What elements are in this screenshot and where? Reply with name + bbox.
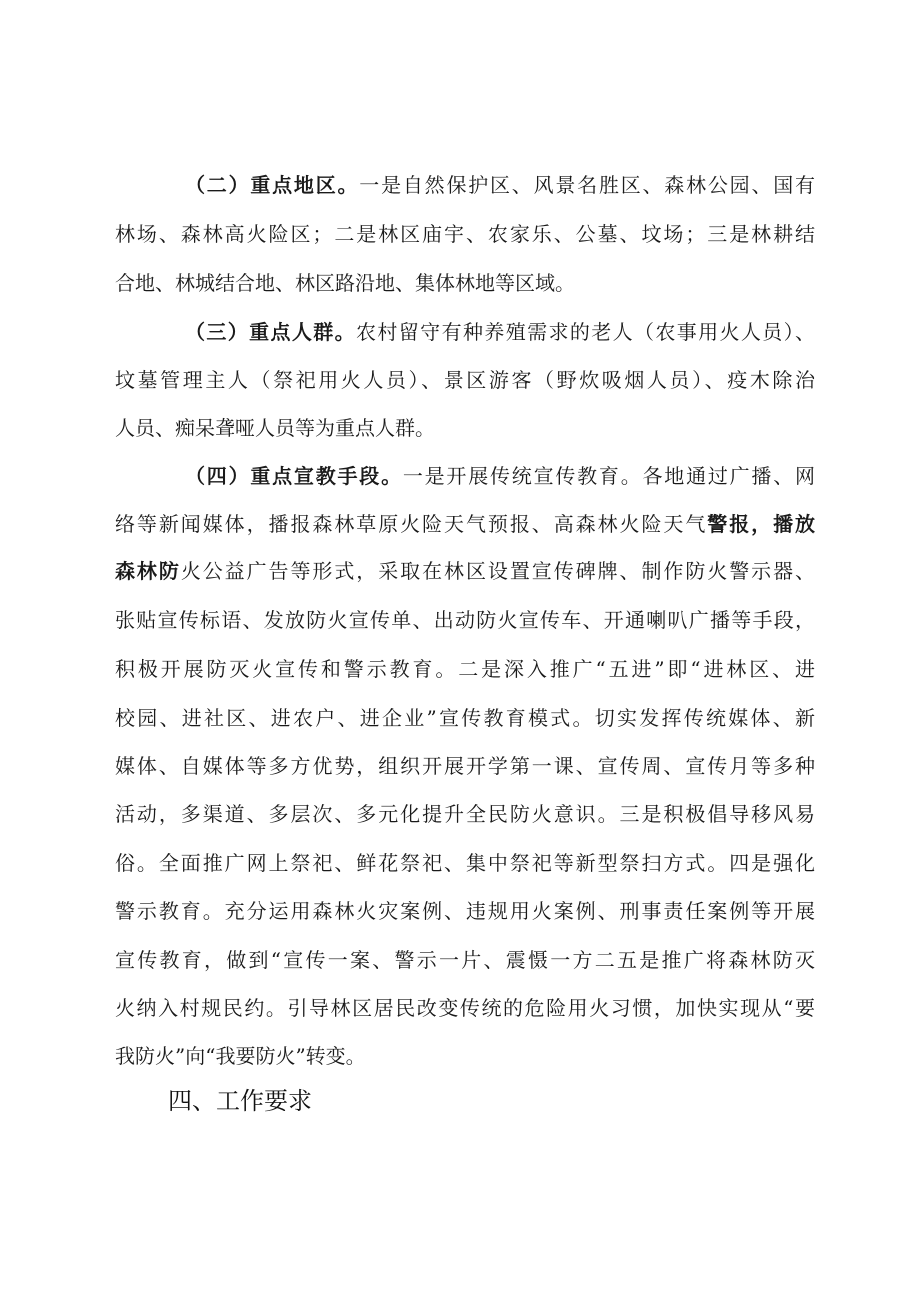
paragraph-4-line-6: 校园、进社区、进农户、进企业”宣传教育模式。切实发挥传统媒体、新	[115, 706, 815, 730]
paragraph-4-line-9: 俗。全面推广网上祭祀、鲜花祭祀、集中祭祀等新型祭扫方式。四是强化	[115, 851, 815, 875]
paragraph-4-text-1: 一是开展传统宣传教育。各地通过广播、网	[402, 464, 816, 488]
paragraph-4-text-2: 络等新闻媒体，播报森林草原火险天气预报、高森林火险天气	[115, 512, 708, 536]
paragraph-4-line-10: 警示教育。充分运用森林火灾案例、违规用火案例、刑事责任案例等开展	[115, 899, 815, 923]
paragraph-4-text-3: 火公益广告等形式，采取在林区设置宣传碑牌、制作防火警示器、	[180, 559, 816, 583]
paragraph-2-line-3: 合地、林城结合地、林区路沿地、集体林地等区域。	[115, 271, 575, 295]
paragraph-4-lead: （四）重点宣教手段。	[185, 464, 403, 488]
paragraph-2-line-2: 林场、森林高火险区；二是林区庙宇、农家乐、公墓、坟场；三是林耕结	[115, 222, 815, 246]
paragraph-3-line-1	[185, 317, 815, 347]
paragraph-4-line-3	[115, 556, 815, 586]
paragraph-2-line-1	[185, 170, 815, 200]
paragraph-4-line-2	[115, 509, 815, 539]
paragraph-4-line-1	[185, 461, 815, 491]
paragraph-2-text-1: 一是自然保护区、风景名胜区、森林公园、国有	[359, 173, 816, 197]
paragraph-2-lead: （二）重点地区。	[185, 173, 360, 197]
paragraph-4-line-7: 媒体、自媒体等多方优势，组织开展开学第一课、宣传周、宣传月等多种	[115, 754, 815, 778]
paragraph-4-line-12: 火纳入村规民约。引导林区居民改变传统的危险用火习惯，加快实现从“要	[115, 996, 815, 1020]
bold-fragment-1: 警报，播放	[707, 512, 816, 536]
section-heading: 四、工作要求	[168, 1087, 312, 1115]
paragraph-3-lead: （三）重点人群。	[185, 320, 357, 344]
paragraph-3-line-3: 人员、痴呆聋哑人员等为重点人群。	[115, 416, 435, 440]
bold-fragment-2: 森林防	[115, 559, 181, 583]
paragraph-3-line-2: 坟墓管理主人（祭祀用火人员）、景区游客（野炊吸烟人员）、疫木除治	[115, 368, 815, 392]
paragraph-4-line-11: 宣传教育，做到“宣传一案、警示一片、震慑一方二五是推广将森林防灭	[115, 948, 815, 972]
paragraph-4-line-4: 张贴宣传标语、发放防火宣传单、出动防火宣传车、开通喇叭广播等手段，	[115, 608, 815, 632]
paragraph-4-line-5: 积极开展防灭火宣传和警示教育。二是深入推广“五进”即“进林区、进	[115, 657, 815, 681]
paragraph-4-line-8: 活动，多渠道、多层次、多元化提升全民防火意识。三是积极倡导移风易	[115, 802, 815, 826]
paragraph-3-text-1: 农村留守有种养殖需求的老人（农事用火人员）、	[356, 320, 816, 344]
paragraph-4-line-13: 我防火”向“我要防火”转变。	[115, 1044, 366, 1068]
